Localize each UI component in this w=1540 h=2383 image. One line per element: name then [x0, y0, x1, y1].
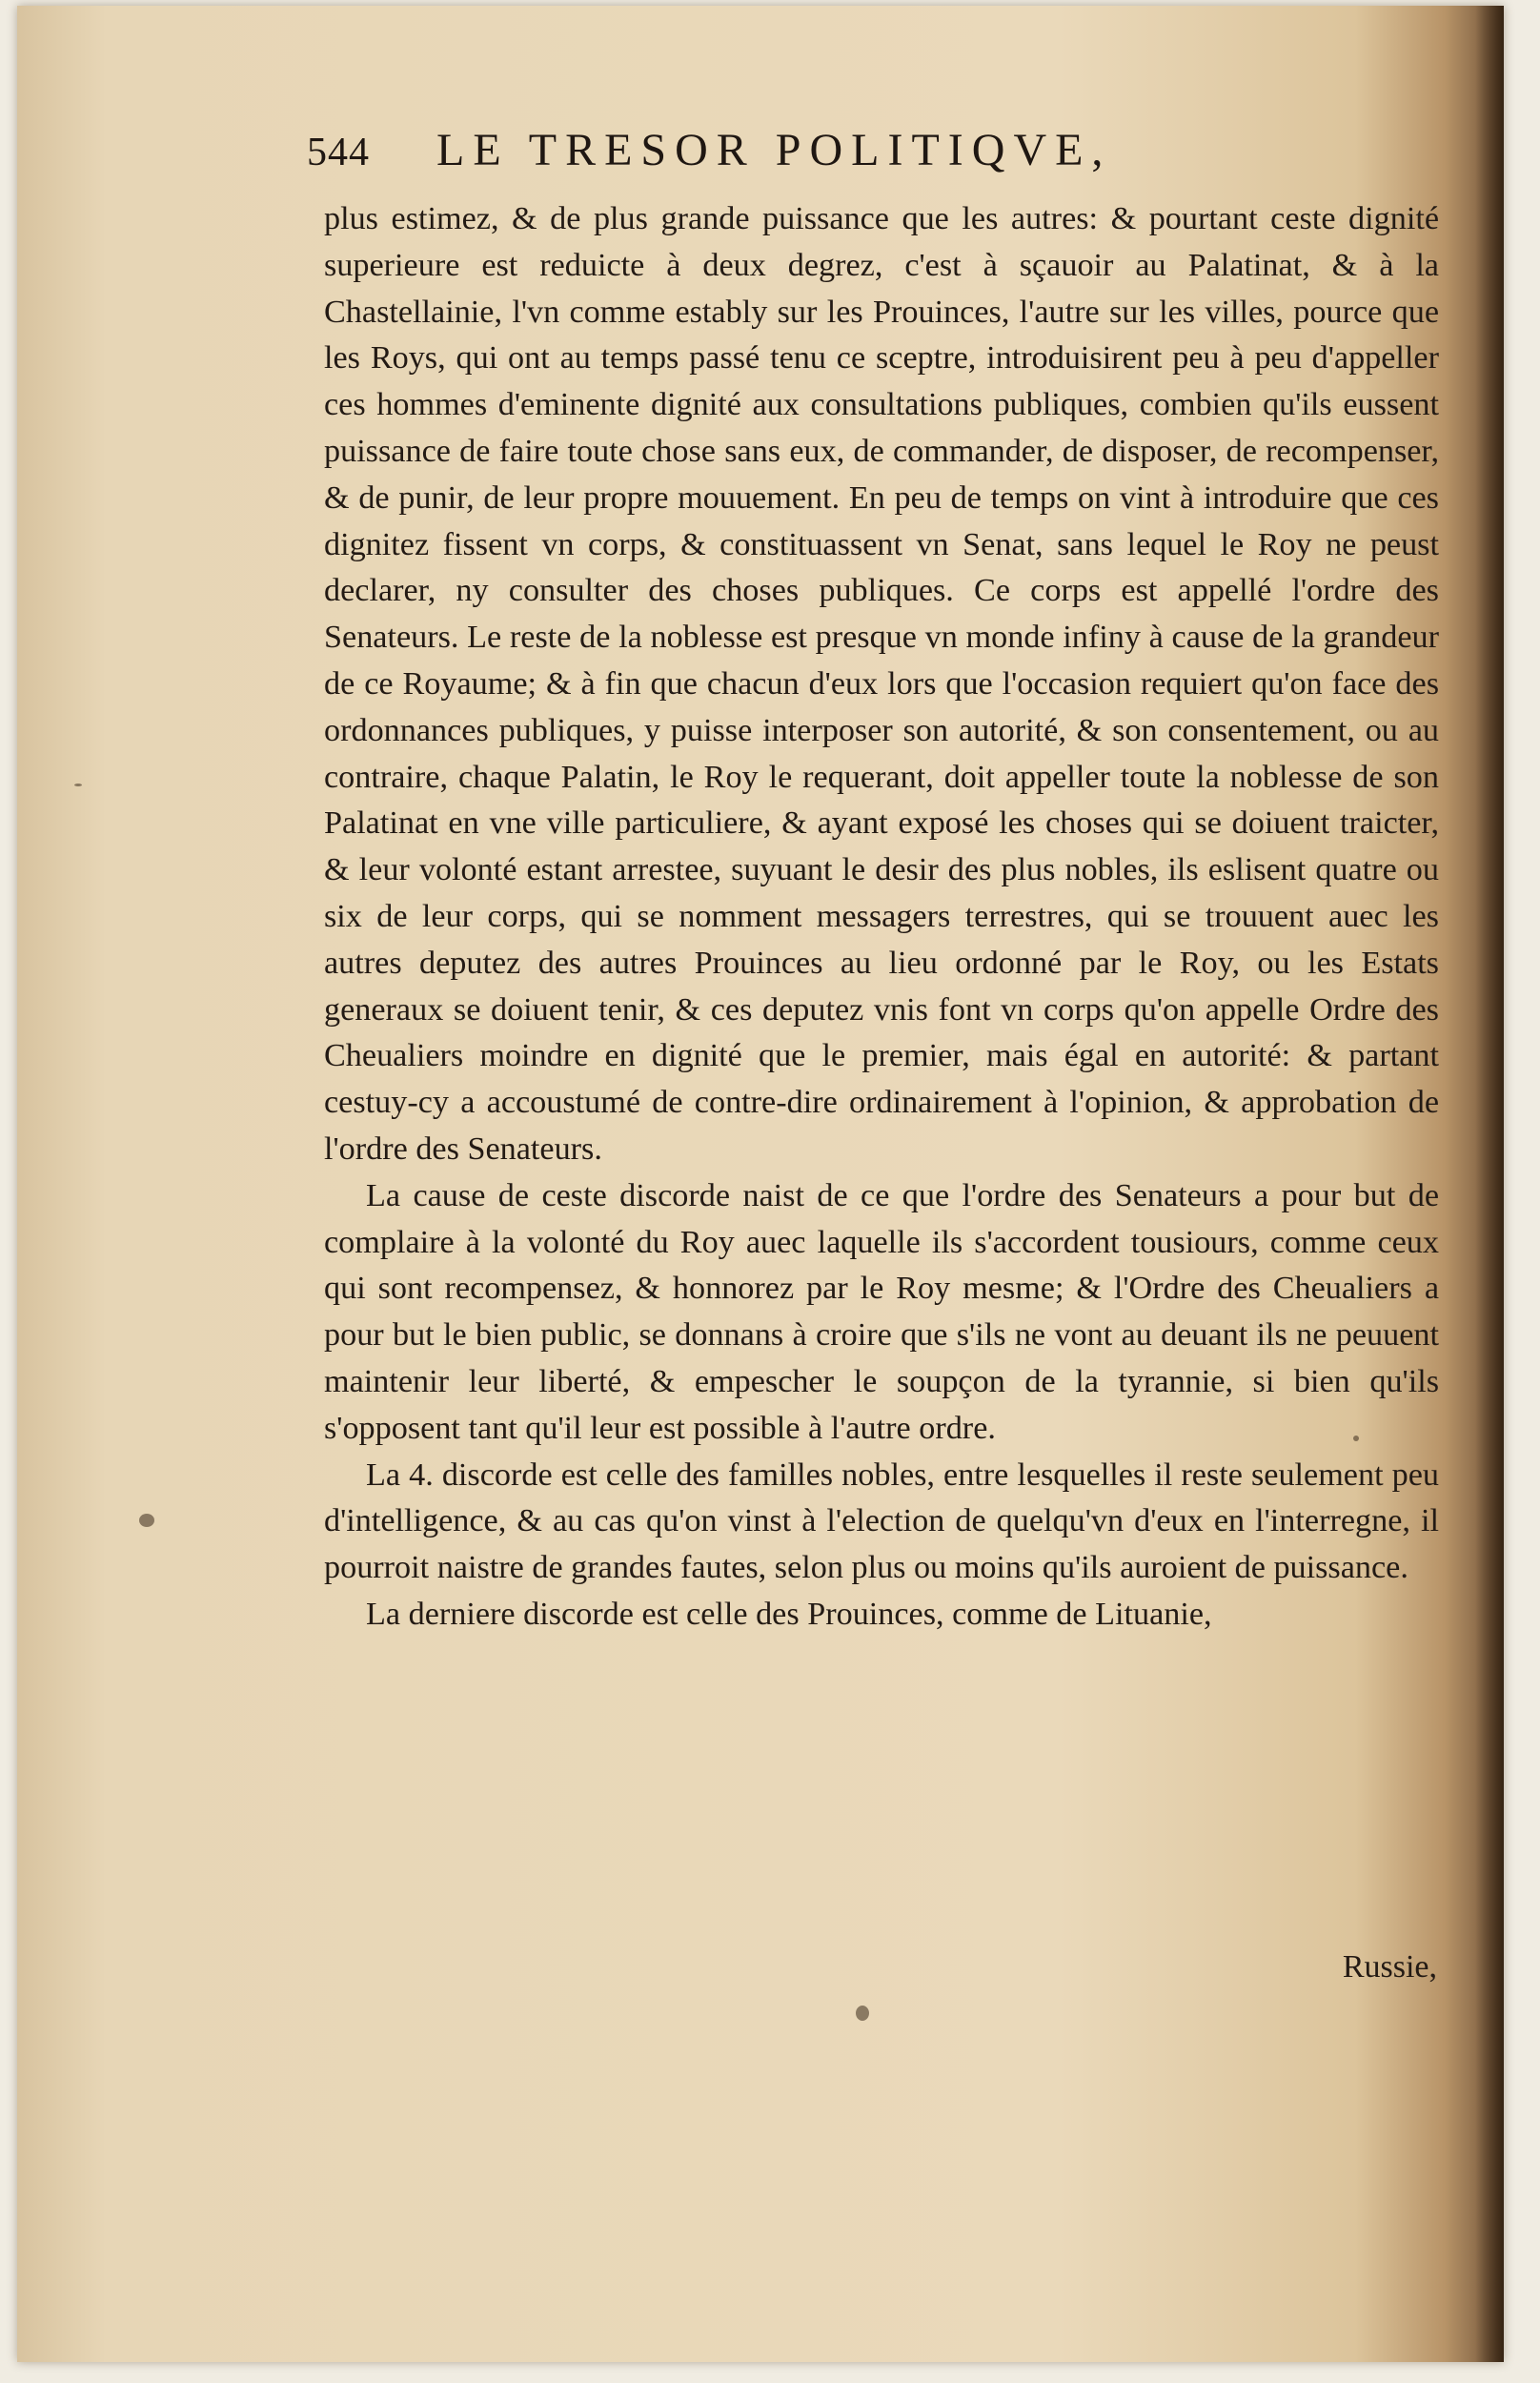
paragraph: La cause de ceste discorde naist de ce que l'ordre des Senateurs a pour but de complaire à la volonté du Roy auec laquelle ils s'accordent tousiours, comme ceux qui sont recompensez, & honnorez par le Roy mesme; & l'Ordre des Cheualiers a pour but le bien public, se donnans à croire que s'ils ne vont au deuant ils ne peuuent maintenir leur liberté, & empescher le soupçon de la tyrannie, si bien qu'ils s'opposent tant qu'il leur est possible à l'autre ordre.: [324, 1177, 1439, 1446]
catchword: Russie,: [1342, 1949, 1437, 1985]
paragraph: La 4. discorde est celle des familles nobles, entre lesquelles il reste seulement peu d'intelligence, & au cas qu'on vinst à l'election de quelqu'vn d'eux en l'interregne, il pourroit naistre de grandes fautes, selon plus ou moins qu'ils auroient de puissance.: [324, 1456, 1439, 1586]
running-title: LE TRESOR POLITIQVE,: [436, 125, 1112, 175]
ink-speck: [139, 1514, 154, 1527]
ink-speck: [856, 2006, 869, 2021]
page-number: 544: [307, 131, 370, 174]
body-text: [324, 196, 1439, 1639]
paragraph: plus estimez, & de plus grande puissance que les autres: & pourtant ceste dignité superieure est reduicte à deux degrez, c'est à sçauoir au Palatinat, & à la Chastellainie, l'vn comme estably sur les Prouinces, l'autre sur les villes, pource que les Roys, qui ont au temps passé tenu ce sceptre, introduisirent peu à peu d'appeller ces hommes d'eminente dignité aux consultations publiques, combien qu'ils eussent puissance de faire toute chose sans eux, de commander, de disposer, de recompenser, & de punir, de leur propre mouuement. En peu de temps on vint à introduire que ces dignitez fissent vn corps, & constituassent vn Senat, sans lequel le Roy ne peust declarer, ny consulter des choses publiques. Ce corps est appellé l'ordre des Senateurs. Le reste de la noblesse est presque vn monde infiny à cause de la grandeur de ce Royaume; & à fin que chacun d'eux lors que l'occasion requiert qu'on face des ordonnances publiques, y puisse interposer son autorité, & son consentement, ou au contraire, chaque Palatin, le Roy le requerant, doit appeller toute la noblesse de son Palatinat en vne ville particuliere, & ayant exposé les choses qui se doiuent traicter, & leur volonté estant arrestee, suyuant le desir des plus nobles, ils eslisent quatre ou six de leur corps, qui se nomment messagers terrestres, qui se trouuent auec les autres deputez des autres Prouinces au lieu ordonné par le Roy, ou les Estats generaux se doiuent tenir, & ces deputez vnis font vn corps qu'on appelle Ordre des Cheualiers moindre en dignité que le premier, mais égal en autorité: & partant cestuy-cy a accoustumé de contre-dire ordinairement à l'opinion, & approbation de l'ordre des Senateurs.: [324, 201, 1439, 1167]
paragraph: La derniere discorde est celle des Prouinces, comme de Lituanie,: [366, 1596, 1212, 1632]
page-header: [307, 124, 1307, 191]
ink-speck: [74, 784, 82, 786]
